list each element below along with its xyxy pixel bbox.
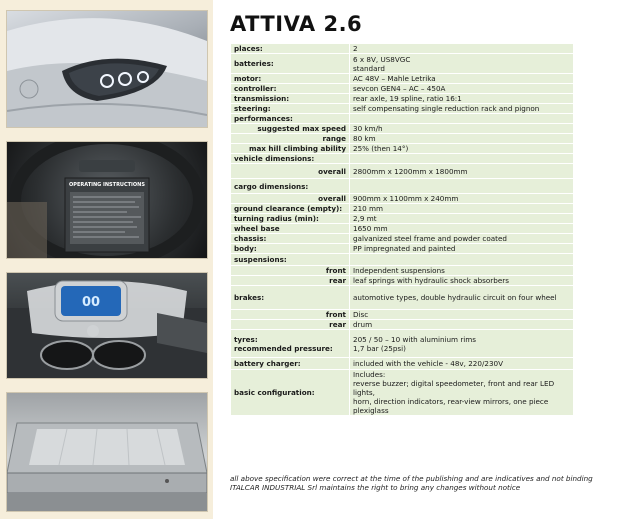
spec-label: ground clearance (empty):	[231, 204, 350, 214]
spec-label: steering:	[231, 104, 350, 114]
spec-label: controller:	[231, 84, 350, 94]
spec-value	[350, 330, 574, 358]
spec-value: 80 km	[350, 134, 574, 144]
spec-value: 210 mm	[350, 204, 574, 214]
spec-value	[350, 179, 574, 194]
spec-label: batteries:	[231, 54, 350, 74]
spec-label-line: recommended pressure:	[234, 343, 333, 353]
spec-value	[350, 254, 574, 266]
spec-row	[231, 244, 574, 254]
spec-label: overall	[231, 194, 350, 204]
spec-value	[350, 54, 574, 74]
spec-value	[350, 114, 574, 124]
spec-label: range	[231, 134, 350, 144]
instructions-heading: OPERATING INSTRUCTIONS	[69, 182, 145, 188]
spec-row	[231, 254, 574, 266]
spec-label: rear	[231, 276, 350, 286]
spec-value: AC 48V – Mahle Letrika	[350, 74, 574, 84]
spec-row	[231, 44, 574, 54]
spec-value: sevcon GEN4 – AC – 450A	[350, 84, 574, 94]
spec-row	[231, 358, 574, 370]
spec-label: brakes:	[231, 286, 350, 310]
spec-row	[231, 330, 574, 358]
spec-row	[231, 74, 574, 84]
spec-label: wheel base	[231, 224, 350, 234]
spec-label: chassis:	[231, 234, 350, 244]
spec-value: leaf springs with hydraulic shock absorbers	[350, 276, 574, 286]
spec-value	[350, 370, 574, 416]
spec-label: suspensions:	[231, 254, 350, 266]
spec-label: suggested max speed	[231, 124, 350, 134]
spec-label: motor:	[231, 74, 350, 84]
steering-wheel-photo	[6, 141, 208, 259]
spec-row	[231, 54, 574, 74]
specification-table	[230, 43, 574, 416]
spec-row	[231, 266, 574, 276]
spec-row	[231, 114, 574, 124]
spec-label: front	[231, 310, 350, 320]
spec-row	[231, 214, 574, 224]
spec-value: 2800mm x 1200mm x 1800mm	[350, 164, 574, 179]
spec-value-line: Includes:	[353, 370, 386, 379]
spec-value-line: standard	[353, 63, 385, 73]
spec-value: automotive types, double hydraulic circuit on four wheel	[350, 286, 574, 310]
spec-value: 2,9 mt	[350, 214, 574, 224]
spec-label: battery charger:	[231, 358, 350, 370]
spec-value	[350, 154, 574, 164]
spec-value-line: 205 / 50 – 10 with aluminium rims	[353, 334, 477, 344]
headlight-photo	[6, 10, 208, 128]
spec-row	[231, 224, 574, 234]
spec-label: body:	[231, 244, 350, 254]
spec-value: PP impregnated and painted	[350, 244, 574, 254]
spec-label: front	[231, 266, 350, 276]
spec-value-line: plexiglass	[353, 406, 389, 415]
spec-row	[231, 234, 574, 244]
spec-row	[231, 204, 574, 214]
spec-label: basic configuration:	[231, 370, 350, 416]
spec-row	[231, 286, 574, 310]
spec-label: max hill climbing ability	[231, 144, 350, 154]
spec-value: drum	[350, 320, 574, 330]
spec-row	[231, 179, 574, 194]
spec-value: Disc	[350, 310, 574, 320]
page-title: ATTIVA 2.6	[230, 12, 363, 36]
spec-row	[231, 194, 574, 204]
spec-label: transmission:	[231, 94, 350, 104]
spec-label: rear	[231, 320, 350, 330]
spec-row	[231, 94, 574, 104]
photo-column	[0, 0, 213, 519]
spec-value: 1650 mm	[350, 224, 574, 234]
spec-value-line: 6 x 8V, US8VGC	[353, 54, 411, 64]
spec-row	[231, 104, 574, 114]
spec-label: cargo dimensions:	[231, 179, 350, 194]
spec-label	[231, 330, 350, 358]
spec-label: overall	[231, 164, 350, 179]
spec-row	[231, 370, 574, 416]
spec-value: Independent suspensions	[350, 266, 574, 276]
spec-label: vehicle dimensions:	[231, 154, 350, 164]
spec-value: galvanized steel frame and powder coated	[350, 234, 574, 244]
spec-value: self compensating single reduction rack and pignon	[350, 104, 574, 114]
spec-row	[231, 144, 574, 154]
spec-value: 2	[350, 44, 574, 54]
cargo-box-photo	[6, 392, 208, 512]
spec-label: performances:	[231, 114, 350, 124]
dashboard-photo	[6, 272, 208, 379]
spec-row	[231, 320, 574, 330]
spec-row	[231, 134, 574, 144]
spec-label: turning radius (min):	[231, 214, 350, 224]
spec-row	[231, 276, 574, 286]
spec-value: 30 km/h	[350, 124, 574, 134]
spec-value-line: 1,7 bar (25psi)	[353, 343, 406, 353]
disclaimer-note	[230, 474, 615, 492]
spec-row	[231, 124, 574, 134]
spec-value: 900mm x 1100mm x 240mm	[350, 194, 574, 204]
spec-value-line: horn, direction indicators, rear-view mirrors, one piece	[353, 397, 549, 406]
spec-label-line: tyres:	[234, 334, 258, 344]
speedo-reading: 00	[81, 295, 101, 310]
spec-row	[231, 154, 574, 164]
spec-value-line: reverse buzzer; digital speedometer, front and rear LED lights,	[353, 379, 555, 397]
spec-label: places:	[231, 44, 350, 54]
spec-row	[231, 164, 574, 179]
spec-row	[231, 84, 574, 94]
disclaimer-line: ITALCAR INDUSTRIAL Srl maintains the right to bring any changes without notice	[230, 483, 521, 492]
disclaimer-line: all above specification were correct at the time of the publishing and are indicatives and not binding	[230, 474, 593, 483]
spec-value: 25% (then 14°)	[350, 144, 574, 154]
spec-value: rear axle, 19 spline, ratio 16:1	[350, 94, 574, 104]
spec-value: included with the vehicle - 48v, 220/230V	[350, 358, 574, 370]
spec-row	[231, 310, 574, 320]
